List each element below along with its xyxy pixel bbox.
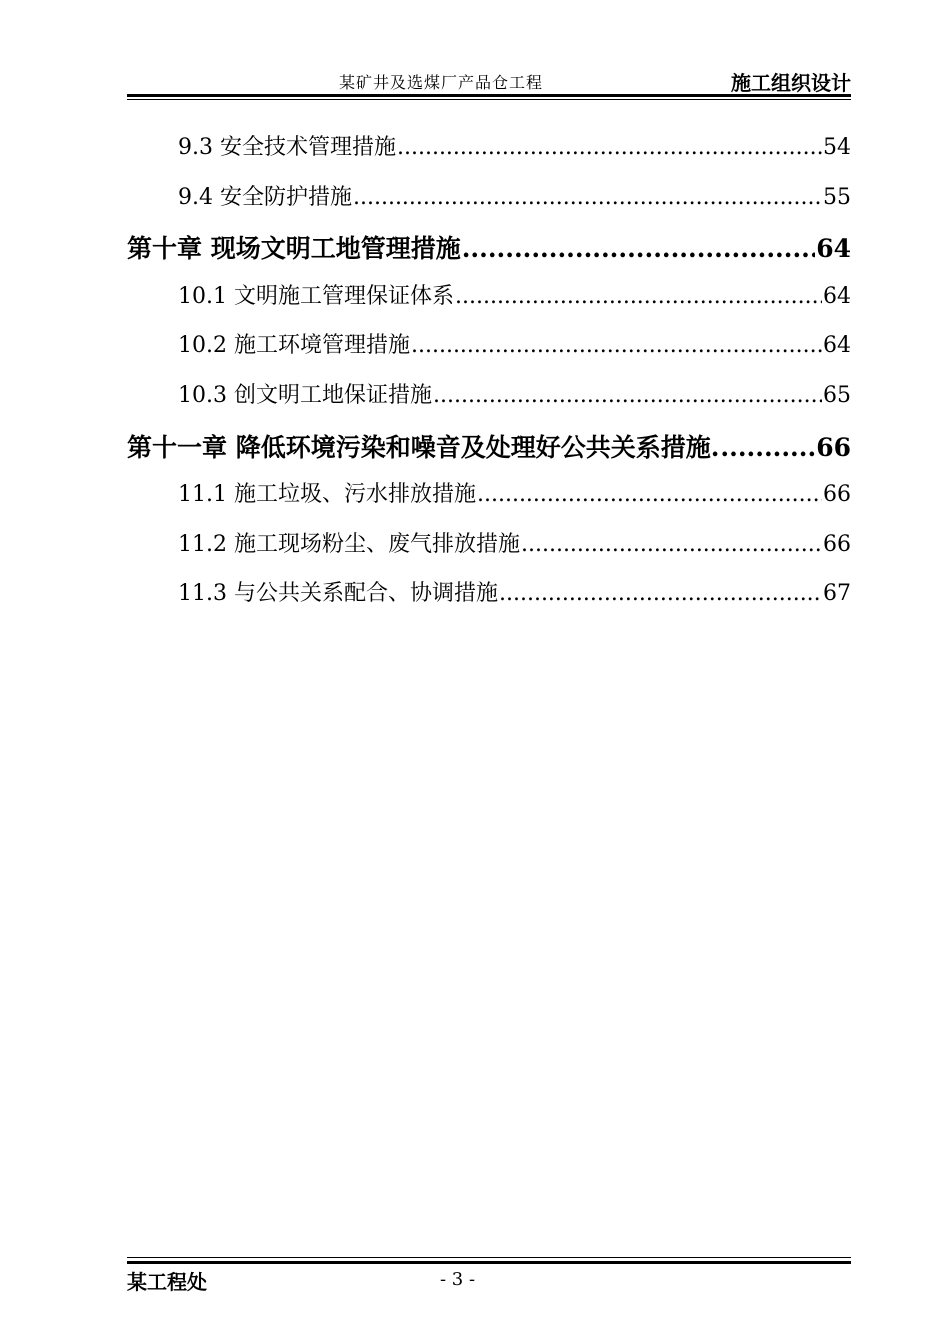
toc-dot-leader	[455, 284, 822, 309]
toc-entry-page: 65	[823, 382, 851, 408]
toc-dot-leader	[433, 383, 822, 408]
table-of-contents	[127, 130, 851, 626]
footer-organization: 某工程处	[127, 1270, 207, 1294]
toc-entry-title: 第十一章 降低环境污染和噪音及处理好公共关系措施.	[127, 432, 720, 462]
toc-dot-leader	[411, 333, 822, 358]
header-document-title: 施工组织设计	[731, 71, 851, 95]
toc-entry-page: 64	[823, 333, 851, 359]
toc-entry-page: 66	[823, 531, 851, 557]
toc-dot-leader	[720, 433, 815, 462]
toc-dot-leader	[397, 135, 822, 160]
toc-entry[interactable]	[127, 180, 851, 230]
toc-entry[interactable]	[127, 477, 851, 527]
toc-dot-leader	[477, 482, 822, 507]
toc-chapter-entry[interactable]	[127, 229, 851, 279]
toc-entry-page: 67	[823, 581, 851, 607]
toc-dot-leader	[521, 532, 822, 557]
toc-entry-title: 第十章 现场文明工地管理措施	[127, 234, 461, 264]
toc-entry-title: 10.1 文明施工管理保证体系	[178, 283, 454, 309]
header-project-name: 某矿井及选煤厂产品仓工程	[339, 73, 544, 92]
toc-entry-title: 9.4 安全防护措施	[178, 184, 352, 210]
toc-entry-page: 64	[823, 283, 851, 309]
toc-entry-title: 9.3 安全技术管理措施	[178, 135, 396, 160]
toc-entry-page: 54	[823, 135, 851, 160]
header-rule	[127, 94, 851, 97]
toc-entry-title: 11.1 施工垃圾、污水排放措施	[178, 482, 476, 508]
toc-entry-title: 10.2 施工环境管理措施	[178, 333, 410, 359]
footer-page-number: - 3 -	[440, 1269, 476, 1290]
toc-entry[interactable]	[127, 279, 851, 329]
footer-rule-thick	[127, 1261, 851, 1264]
toc-entry[interactable]	[127, 378, 851, 428]
toc-entry[interactable]	[127, 527, 851, 577]
toc-entry[interactable]	[127, 576, 851, 626]
header-rule-thin	[127, 99, 851, 100]
toc-dot-leader	[499, 581, 822, 606]
toc-entry[interactable]	[127, 328, 851, 378]
toc-chapter-entry[interactable]	[127, 428, 851, 478]
toc-entry[interactable]	[127, 130, 851, 180]
page-header	[127, 66, 851, 96]
toc-entry-title: 11.2 施工现场粉尘、废气排放措施	[178, 531, 520, 557]
toc-entry-page: 66	[823, 482, 851, 508]
toc-entry-page: 55	[823, 184, 851, 210]
toc-entry-title: 10.3 创文明工地保证措施	[178, 382, 432, 408]
toc-dot-leader	[353, 185, 822, 210]
footer-rule	[127, 1257, 851, 1258]
toc-entry-page: 66	[816, 432, 851, 462]
toc-entry-title: 11.3 与公共关系配合、协调措施	[178, 581, 498, 607]
toc-dot-leader	[462, 234, 815, 263]
toc-entry-page: 64	[816, 234, 851, 264]
